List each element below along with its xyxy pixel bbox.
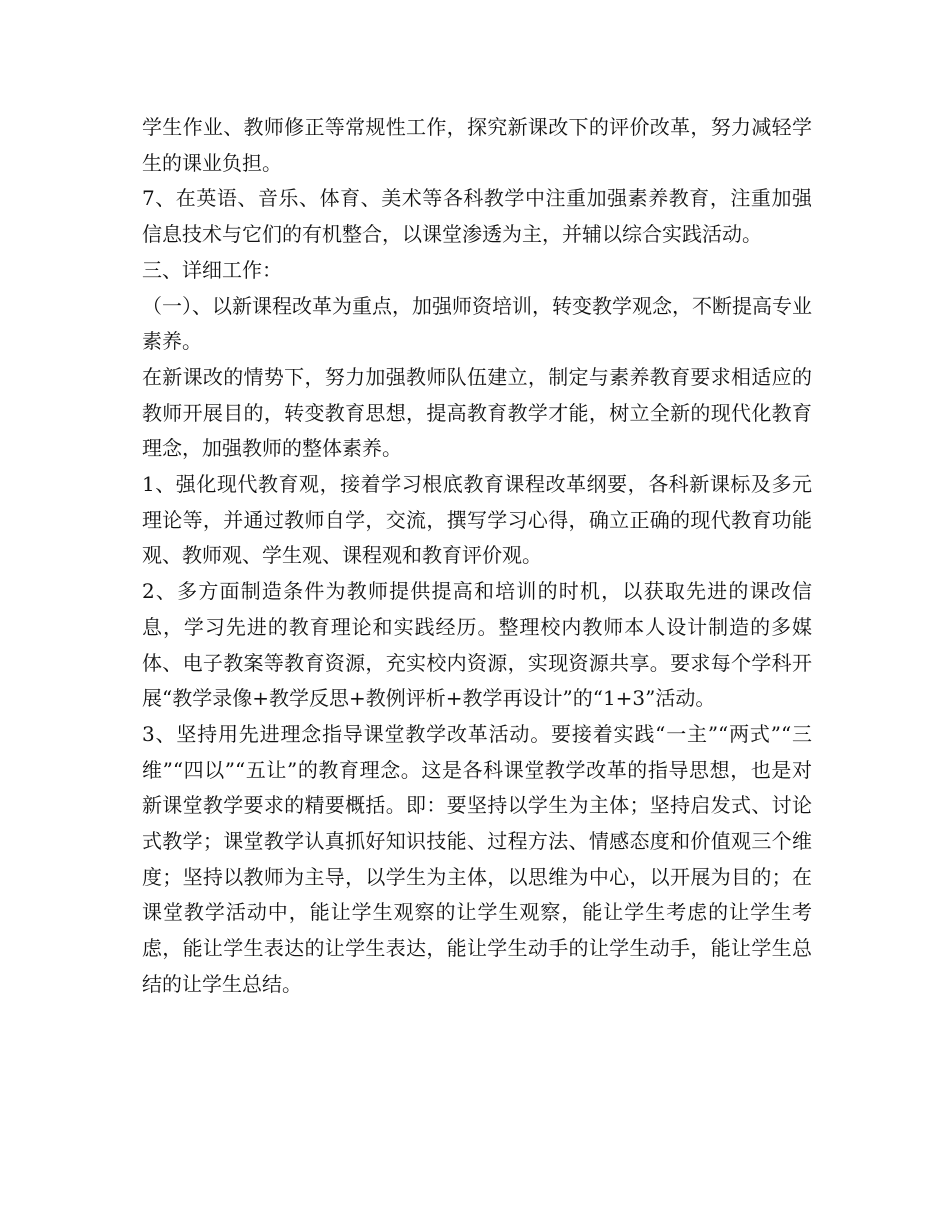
- paragraph-assignment-reform: 学生作业、教师修正等常规性工作，探究新课改下的评价改革，努力减轻学生的课业负担。: [142, 115, 812, 175]
- paragraph-item-3: 3、坚持用先进理念指导课堂教学改革活动。要接着实践“一主”“两式”“三维”“四以”“五让”的教育理念。这是各科课堂教学改革的指导思想，也是对新课堂教学要求的精要概括。即：要坚持以学生为主体；坚持启发式、讨论式教学；课堂教学认真抓好知识技能、过程方法、情感态度和价值观三个维度；坚持以教师为主导，以学生为主体，以思维为中心，以开展为目的；在课堂教学活动中，能让学生观察的让学生观察，能让学生考虑的让学生考虑，能让学生表达的让学生表达，能让学生动手的让学生动手，能让学生总结的让学生总结。: [142, 721, 812, 996]
- paragraph-new-reform-context: 在新课改的情势下，努力加强教师队伍建立，制定与素养教育要求相适应的教师开展目的，转变教育思想，提高教育教学才能，树立全新的现代化教育理念，加强教师的整体素养。: [142, 364, 812, 461]
- subsection-heading-1: （一）、以新课程改革为重点，加强师资培训，转变教学观念，不断提高专业素养。: [142, 293, 812, 354]
- document-body: [142, 110, 812, 1003]
- paragraph-item-1: 1、强化现代教育观，接着学习根底教育课程改革纲要，各科新课标及多元理论等，并通过教师自学，交流，撰写学习心得，确立正确的现代教育功能观、教师观、学生观、课程观和教育评价观。: [142, 472, 812, 568]
- paragraph-item-2: 2、多方面制造条件为教师提供提高和培训的时机，以获取先进的课改信息，学习先进的教育理论和实践经历。整理校内教师本人设计制造的多媒体、电子教案等教育资源，充实校内资源，实现资源共享。要求每个学科开展“教学录像+教学反思+教例评析+教学再设计”的“1+3”活动。: [142, 579, 812, 711]
- paragraph-item-7: 7、在英语、音乐、体育、美术等各科教学中注重加强素养教育，注重加强信息技术与它们的有机整合，以课堂渗透为主，并辅以综合实践活动。: [142, 186, 812, 247]
- section-heading-detailed-work: 三、详细工作：: [142, 257, 282, 282]
